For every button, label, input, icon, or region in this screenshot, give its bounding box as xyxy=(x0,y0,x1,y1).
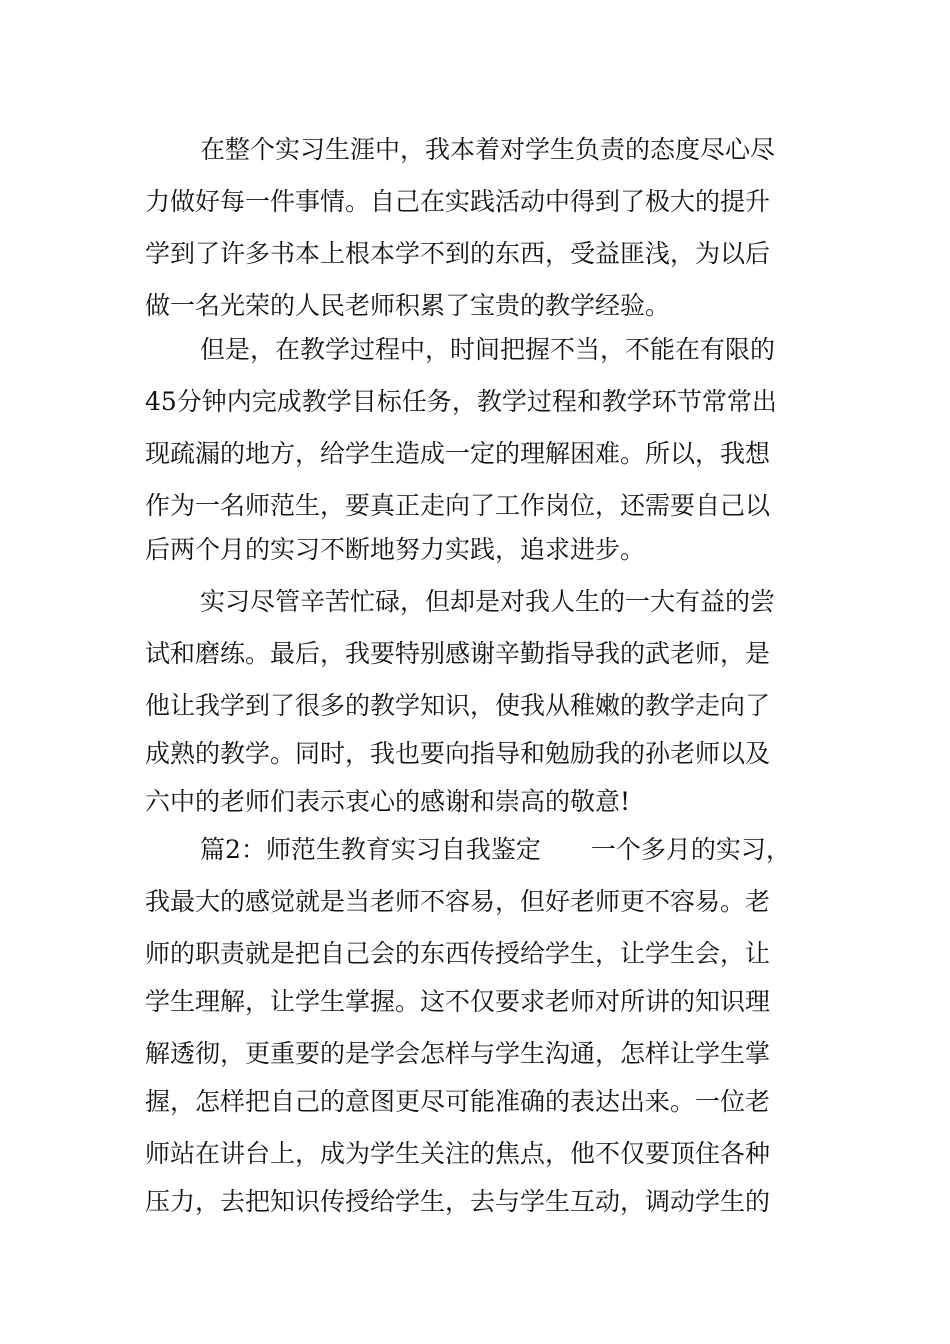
text-line: 力做好每一件事情。自己在实践活动中得到了极大的提升 xyxy=(145,187,771,216)
text-line: 他让我学到了很多的教学知识，使我从稚嫩的教学走向了 xyxy=(145,691,771,720)
text-line: 成熟的教学。同时，我也要向指导和勉励我的孙老师以及 xyxy=(145,739,771,768)
text-line: 现疏漏的地方，给学生造成一定的理解困难。所以，我想 xyxy=(145,439,771,468)
text-line: 六中的老师们表示衷心的感谢和崇高的敬意! xyxy=(145,787,631,816)
text-line: 但是，在教学过程中，时间把握不当，不能在有限的 xyxy=(200,335,776,364)
text-line: 解透彻，更重要的是学会怎样与学生沟通，怎样让学生掌 xyxy=(145,1039,771,1068)
text-line: 实习尽管辛苦忙碌，但却是对我人生的一大有益的尝 xyxy=(200,587,776,616)
text-line: 压力，去把知识传授给学生，去与学生互动，调动学生的 xyxy=(145,1187,771,1216)
text-line: 试和磨练。最后，我要特别感谢辛勤指导我的武老师，是 xyxy=(145,639,771,668)
text-line: 师站在讲台上，成为学生关注的焦点，他不仅要顶住各种 xyxy=(145,1139,771,1168)
text-line: 师的职责就是把自己会的东西传授给学生，让学生会，让 xyxy=(145,939,771,968)
text-line: 作为一名师范生，要真正走向了工作岗位，还需要自己以 xyxy=(145,491,771,520)
text-line: 学到了许多书本上根本学不到的东西，受益匪浅，为以后 xyxy=(145,239,771,268)
text-line: 在整个实习生涯中，我本着对学生负责的态度尽心尽 xyxy=(200,135,776,164)
text-line: 握，怎样把自己的意图更尽可能准确的表达出来。一位老 xyxy=(145,1087,771,1116)
text-line: 后两个月的实习不断地努力实践，追求进步。 xyxy=(145,535,646,564)
text-line: 学生理解，让学生掌握。这不仅要求老师对所讲的知识理 xyxy=(145,987,771,1016)
section-heading-line: 篇2：师范生教育实习自我鉴定 一个多月的实习， xyxy=(200,835,791,864)
text-line: 我最大的感觉就是当老师不容易，但好老师更不容易。老 xyxy=(145,887,771,916)
text-line: 45分钟内完成教学目标任务，教学过程和教学环节常常出 xyxy=(145,387,777,416)
text-line: 做一名光荣的人民老师积累了宝贵的教学经验。 xyxy=(145,291,671,320)
